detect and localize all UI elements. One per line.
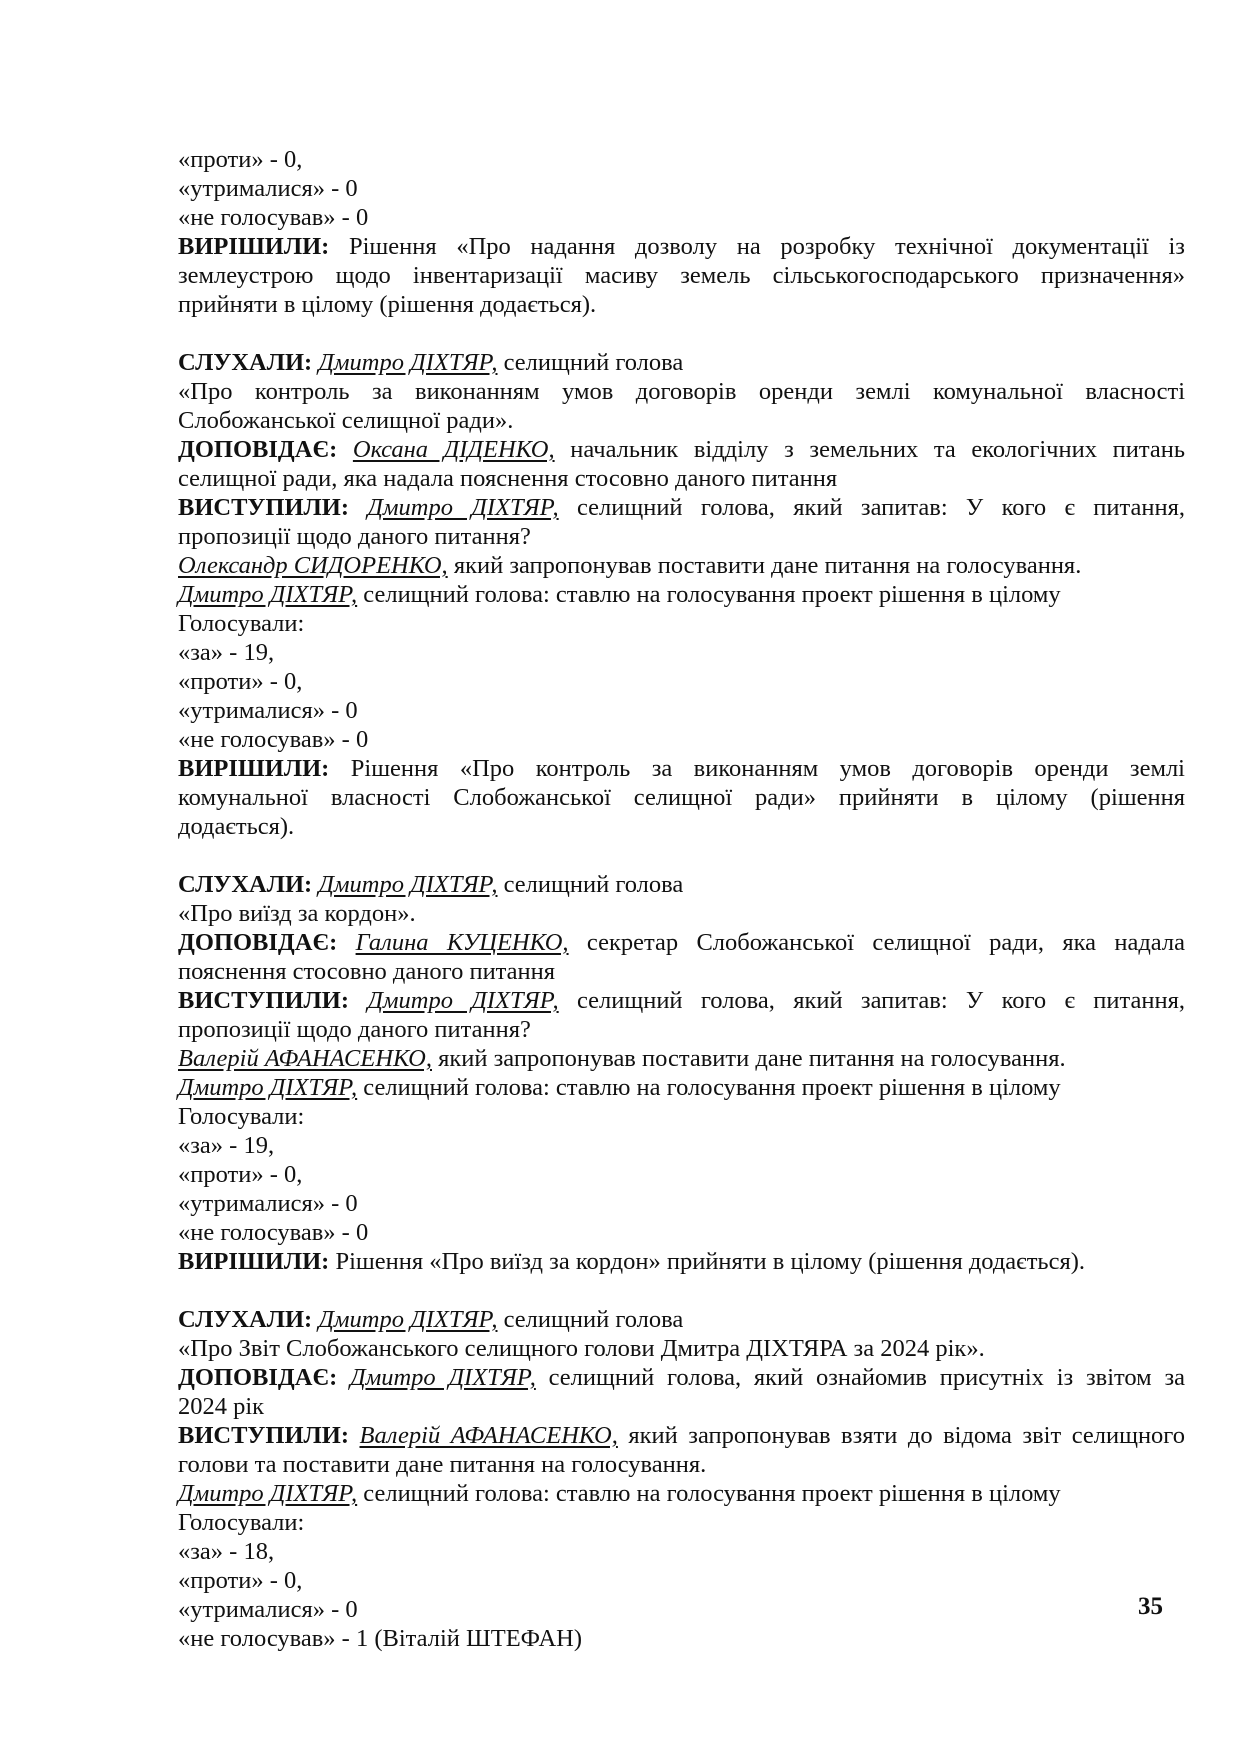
vote-against: «проти» - 0, [178, 1567, 303, 1594]
vote-abstained: «утрималися» - 0 [178, 1596, 358, 1623]
speakers-line: ВИСТУПИЛИ: Дмитро ДІХТЯР, селищний голова, який запитав: У кого є питання, [178, 987, 1186, 1014]
speaker-name: Дмитро ДІХТЯР, [318, 1306, 498, 1333]
decision-label: ВИРІШИЛИ: [178, 755, 330, 782]
heard-label: СЛУХАЛИ: [178, 871, 313, 898]
reporter-line: ДОПОВІДАЄ: Галина КУЦЕНКО, секретар Слобожанської селищної ради, яка надала [178, 929, 1185, 956]
speaker-name: Дмитро ДІХТЯР, [318, 871, 498, 898]
speaker-name: Дмитро ДІХТЯР, [178, 1480, 358, 1507]
heard-line: СЛУХАЛИ: Дмитро ДІХТЯР, селищний голова [178, 1306, 684, 1333]
speakers-line: пропозиції щодо даного питання? [178, 523, 531, 550]
decision-label: ВИРІШИЛИ: [178, 233, 330, 260]
speaker-name: Валерій АФАНАСЕНКО, [359, 1422, 618, 1449]
vote-against: «проти» - 0, [178, 146, 303, 173]
put-to-vote-line: Дмитро ДІХТЯР, селищний голова: ставлю на голосування проект рішення в цілому [178, 581, 1061, 608]
reporter-label: ДОПОВІДАЄ: [178, 929, 338, 956]
decision-line: додається). [178, 813, 295, 840]
reporter-name: Галина КУЦЕНКО, [355, 929, 569, 956]
agenda-title: Слобожанської селищної ради». [178, 407, 514, 434]
heard-label: СЛУХАЛИ: [178, 1306, 313, 1333]
voted-label: Голосували: [178, 1103, 305, 1130]
vote-abstained: «утрималися» - 0 [178, 175, 358, 202]
decision-line: комунальної власності Слобожанської селищної ради» прийняти в цілому (рішення [178, 784, 1185, 811]
vote-abstained: «утрималися» - 0 [178, 1190, 358, 1217]
reporter-name: Дмитро ДІХТЯР, [350, 1364, 536, 1391]
speaker-name: Дмитро ДІХТЯР, [178, 1074, 358, 1101]
speakers-label: ВИСТУПИЛИ: [178, 987, 349, 1014]
reporter-label: ДОПОВІДАЄ: [178, 1364, 338, 1391]
voted-label: Голосували: [178, 610, 305, 637]
agenda-title: «Про контроль за виконанням умов договорів оренди землі комунальної власності [178, 378, 1185, 405]
reporter-name: Оксана ДІДЕНКО, [352, 436, 555, 463]
vote-not-voted: «не голосував» - 1 (Віталій ШТЕФАН) [178, 1625, 583, 1652]
speaker-name: Олександр СИДОРЕНКО, [178, 552, 448, 579]
agenda-title: «Про Звіт Слобожанського селищного голови Дмитра ДІХТЯРА за 2024 рік». [178, 1335, 985, 1362]
reporter-line: ДОПОВІДАЄ: Дмитро ДІХТЯР, селищний голова, який ознайомив присутніх із звітом за [178, 1364, 1186, 1391]
reporter-label: ДОПОВІДАЄ: [178, 436, 338, 463]
vote-for: «за» - 19, [178, 639, 275, 666]
vote-not-voted: «не голосував» - 0 [178, 204, 369, 231]
speaker-name: Дмитро ДІХТЯР, [178, 581, 358, 608]
speakers-label: ВИСТУПИЛИ: [178, 494, 349, 521]
reporter-line: селищної ради, яка надала пояснення стосовно даного питання [178, 465, 838, 492]
heard-line: СЛУХАЛИ: Дмитро ДІХТЯР, селищний голова [178, 871, 684, 898]
heard-line: СЛУХАЛИ: Дмитро ДІХТЯР, селищний голова [178, 349, 684, 376]
put-to-vote-line: Дмитро ДІХТЯР, селищний голова: ставлю на голосування проект рішення в цілому [178, 1074, 1061, 1101]
speaker-name: Дмитро ДІХТЯР, [318, 349, 498, 376]
reporter-line: ДОПОВІДАЄ: Оксана ДІДЕНКО, начальник відділу з земельних та екологічних питань [178, 436, 1186, 463]
vote-for: «за» - 19, [178, 1132, 275, 1159]
decision-line: ВИРІШИЛИ: Рішення «Про контроль за виконанням умов договорів оренди землі [178, 755, 1185, 782]
decision-line: землеустрою щодо інвентаризації масиву земель сільськогосподарського призначення» [178, 262, 1185, 289]
page-number: 35 [1138, 1593, 1163, 1620]
proposal-line: Валерій АФАНАСЕНКО, який запропонував поставити дане питання на голосування. [178, 1045, 1066, 1072]
vote-not-voted: «не голосував» - 0 [178, 726, 369, 753]
speaker-name: Дмитро ДІХТЯР, [367, 494, 559, 521]
agenda-title: «Про виїзд за кордон». [178, 900, 416, 927]
heard-label: СЛУХАЛИ: [178, 349, 313, 376]
speakers-line: пропозиції щодо даного питання? [178, 1016, 531, 1043]
proposal-line: Олександр СИДОРЕНКО, який запропонував поставити дане питання на голосування. [178, 552, 1082, 579]
vote-against: «проти» - 0, [178, 1161, 303, 1188]
decision-line: прийняти в цілому (рішення додається). [178, 291, 597, 318]
decision-line: ВИРІШИЛИ: Рішення «Про надання дозволу на розробку технічної документації із [178, 233, 1185, 260]
vote-abstained: «утрималися» - 0 [178, 697, 358, 724]
speaker-name: Валерій АФАНАСЕНКО, [178, 1045, 432, 1072]
vote-for: «за» - 18, [178, 1538, 275, 1565]
speakers-line: ВИСТУПИЛИ: Дмитро ДІХТЯР, селищний голова, який запитав: У кого є питання, [178, 494, 1186, 521]
voted-label: Голосували: [178, 1509, 305, 1536]
speakers-line: ВИСТУПИЛИ: Валерій АФАНАСЕНКО, який запропонував взяти до відома звіт селищного [178, 1422, 1186, 1449]
decision-line: ВИРІШИЛИ: Рішення «Про виїзд за кордон» прийняти в цілому (рішення додається). [178, 1248, 1086, 1275]
reporter-line: пояснення стосовно даного питання [178, 958, 556, 985]
decision-label: ВИРІШИЛИ: [178, 1248, 330, 1275]
speakers-label: ВИСТУПИЛИ: [178, 1422, 349, 1449]
reporter-line: 2024 рік [178, 1393, 265, 1420]
put-to-vote-line: Дмитро ДІХТЯР, селищний голова: ставлю на голосування проект рішення в цілому [178, 1480, 1061, 1507]
speaker-name: Дмитро ДІХТЯР, [367, 987, 559, 1014]
speakers-line: голови та поставити дане питання на голосування. [178, 1451, 707, 1478]
vote-not-voted: «не голосував» - 0 [178, 1219, 369, 1246]
vote-against: «проти» - 0, [178, 668, 303, 695]
minutes-content [178, 145, 1185, 1653]
